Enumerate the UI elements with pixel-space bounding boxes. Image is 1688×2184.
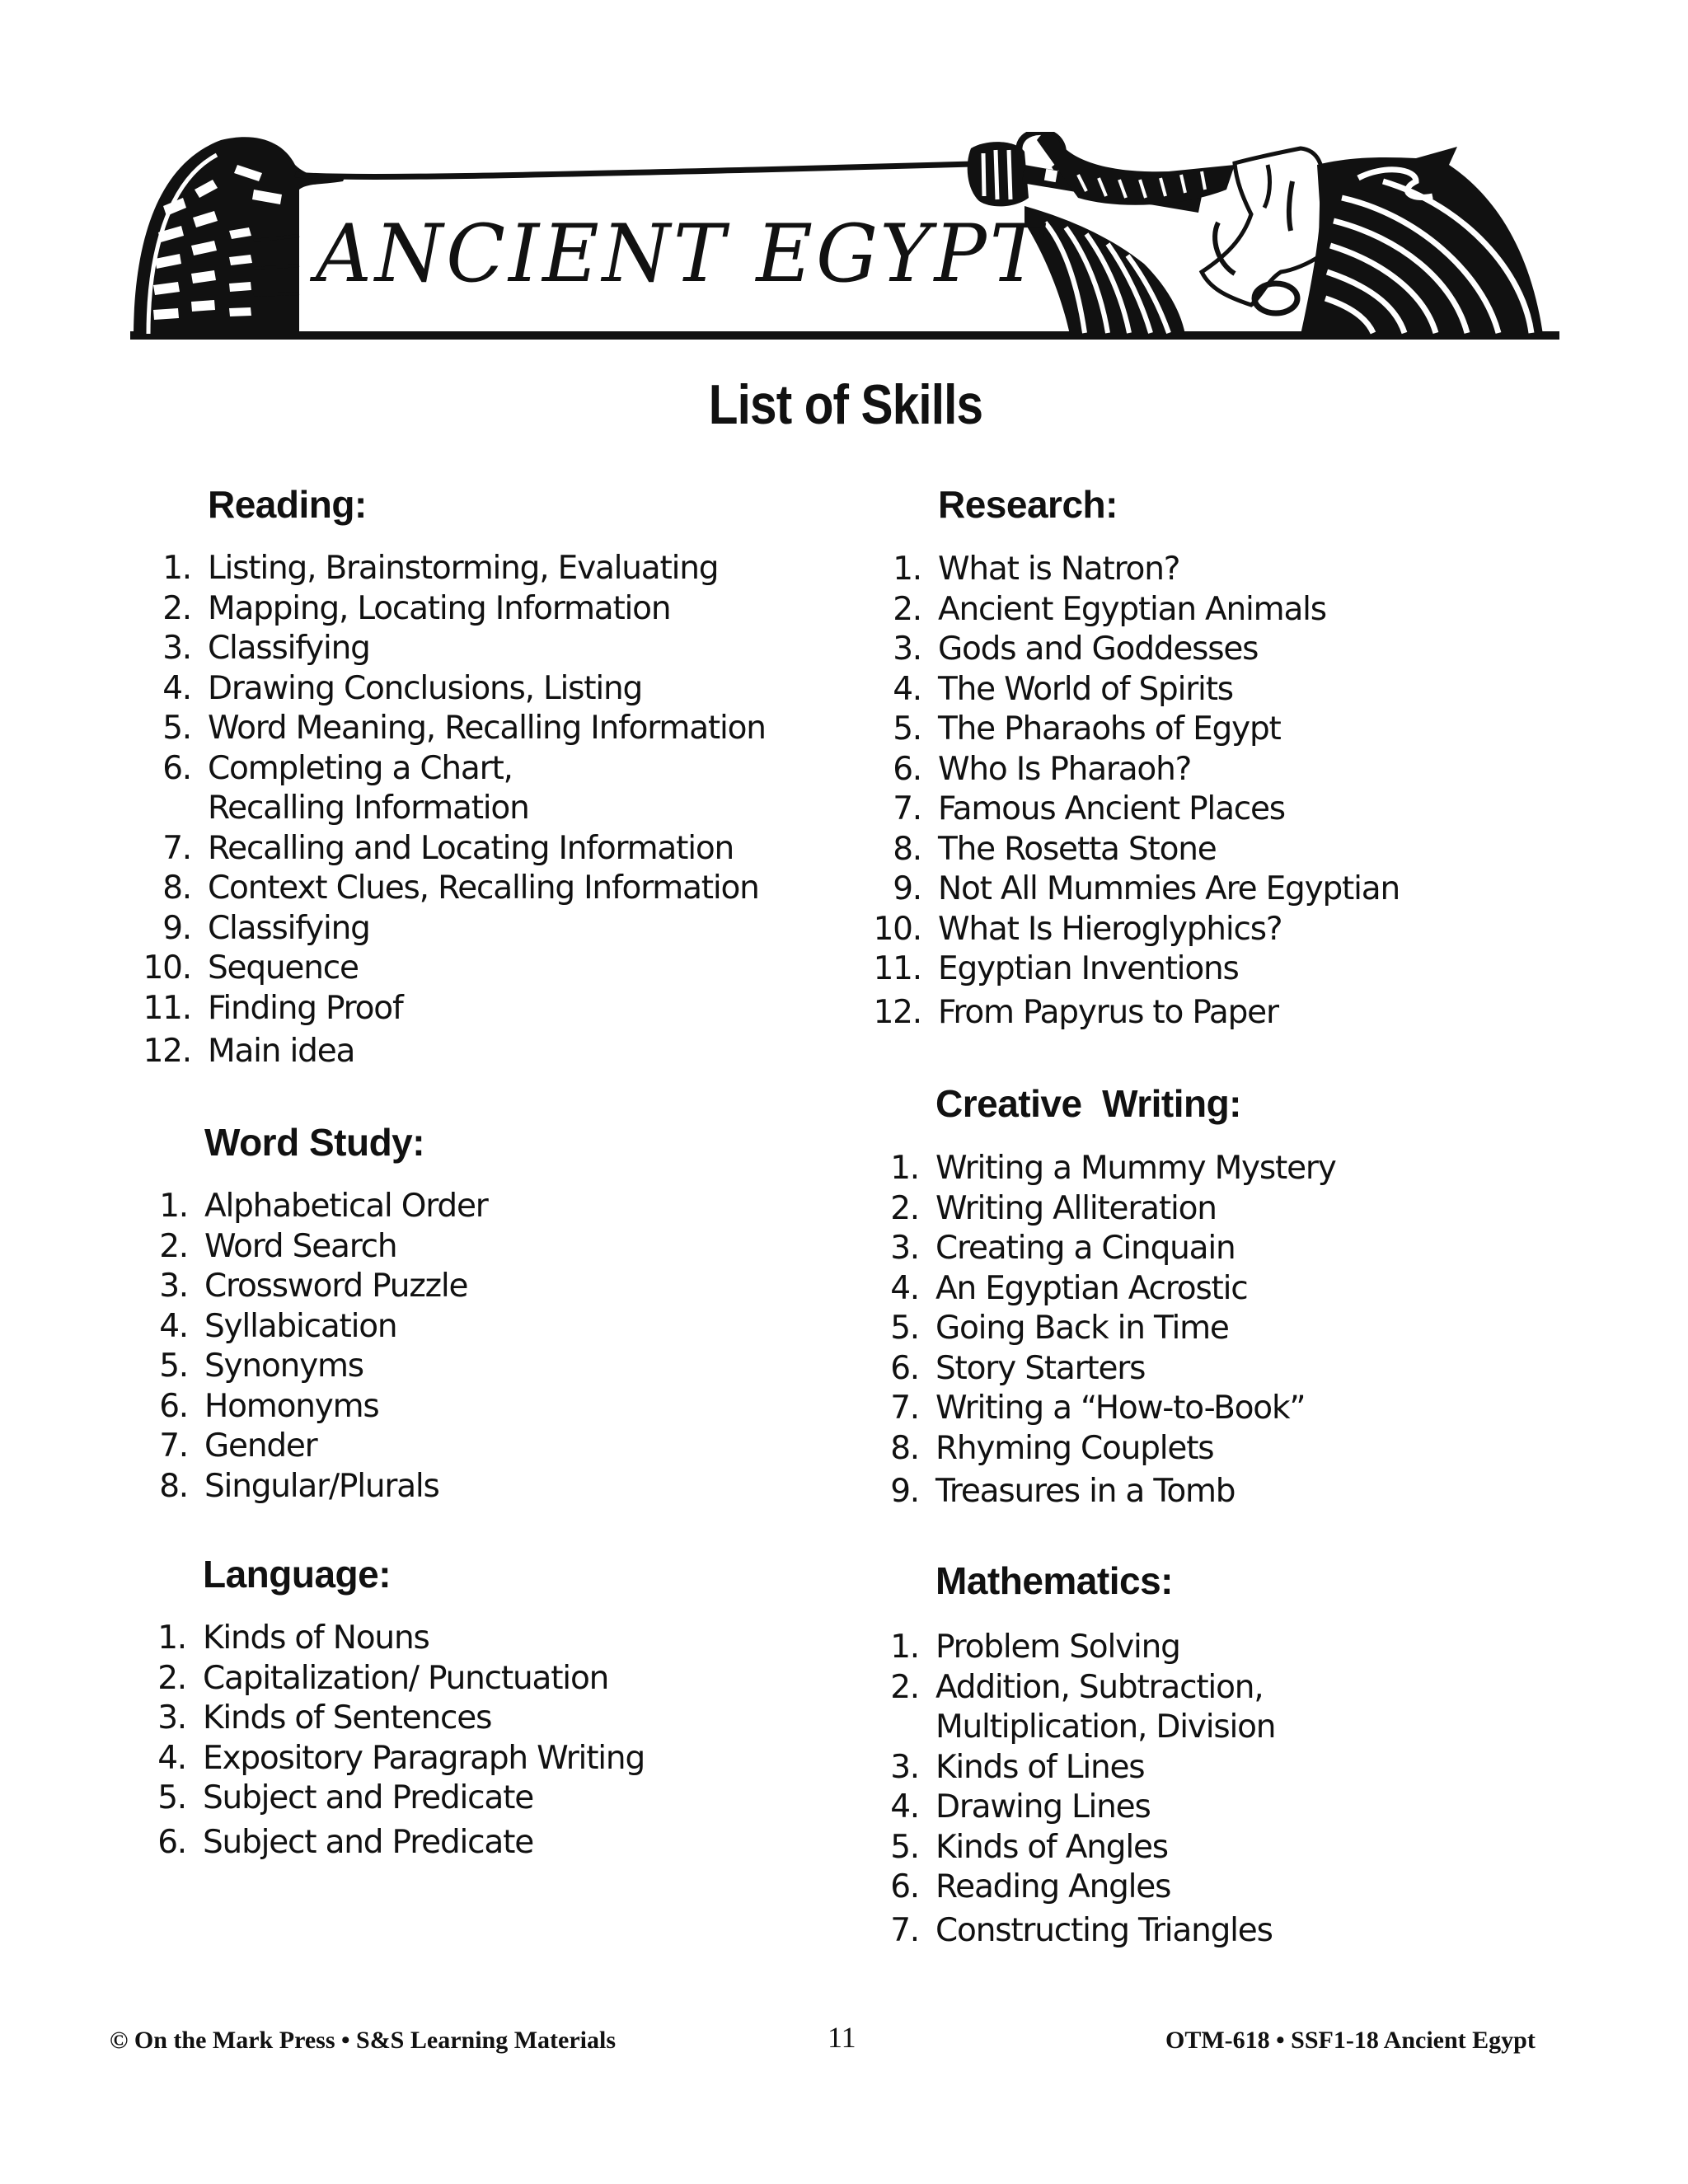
item-number: 4. bbox=[162, 669, 191, 707]
item-number: 1. bbox=[162, 550, 191, 587]
item-number: 2. bbox=[890, 1668, 919, 1706]
item-number: 9. bbox=[893, 870, 921, 907]
item-number: 9. bbox=[890, 1473, 919, 1510]
item-number: 6. bbox=[893, 750, 921, 788]
item-text: Egyptian Inventions bbox=[938, 950, 1239, 987]
item-text: Kinds of Nouns bbox=[203, 1619, 429, 1657]
item-number: 3. bbox=[159, 1268, 188, 1305]
item-text: Gods and Goddesses bbox=[938, 630, 1259, 668]
footer-page-number: 11 bbox=[828, 2021, 856, 2054]
footer-publisher: © On the Mark Press • S&S Learning Materials bbox=[110, 2027, 616, 2054]
item-number: 8. bbox=[162, 869, 191, 907]
item-text: Capitalization/ Punctuation bbox=[203, 1659, 609, 1697]
item-text: Not All Mummies Are Egyptian bbox=[938, 870, 1400, 907]
item-number: 10. bbox=[873, 910, 921, 948]
item-number: 7. bbox=[890, 1911, 919, 1949]
item-text: Synonyms bbox=[204, 1347, 363, 1385]
item-text: Syllabication bbox=[204, 1307, 397, 1345]
item-number: 8. bbox=[893, 830, 921, 868]
pharaoh-figure-icon bbox=[968, 132, 1543, 335]
item-text: Word Meaning, Recalling Information bbox=[208, 710, 766, 747]
item-text: Story Starters bbox=[935, 1349, 1146, 1387]
item-text: Classifying bbox=[208, 630, 370, 667]
item-number: 1. bbox=[890, 1629, 919, 1666]
item-number: 9. bbox=[162, 909, 191, 947]
scroll-top-edge-line bbox=[295, 163, 1004, 176]
item-text: Finding Proof bbox=[208, 989, 403, 1027]
section-heading-word-study: Word Study: bbox=[204, 1121, 425, 1164]
item-number: 3. bbox=[890, 1230, 919, 1267]
item-text: Context Clues, Recalling Information bbox=[208, 869, 759, 907]
item-text: Problem Solving bbox=[935, 1629, 1180, 1666]
item-text: From Papyrus to Paper bbox=[938, 993, 1278, 1031]
item-number: 2. bbox=[162, 589, 191, 627]
item-text: Sequence bbox=[208, 949, 359, 987]
item-number: 8. bbox=[159, 1467, 188, 1505]
section-heading-reading: Reading: bbox=[208, 483, 367, 526]
item-text: Reading Angles bbox=[935, 1868, 1171, 1905]
item-text: Subject and Predicate bbox=[203, 1823, 533, 1861]
item-number: 4. bbox=[890, 1269, 919, 1307]
item-number: 6. bbox=[157, 1823, 186, 1861]
item-number: 4. bbox=[159, 1307, 188, 1345]
item-text: Crossword Puzzle bbox=[204, 1268, 468, 1305]
item-number: 12. bbox=[873, 993, 921, 1031]
item-text: Kinds of Lines bbox=[935, 1748, 1145, 1786]
item-number: 1. bbox=[157, 1619, 186, 1657]
item-text: Constructing Triangles bbox=[935, 1911, 1273, 1949]
item-number: 7. bbox=[159, 1427, 188, 1465]
item-number: 11. bbox=[143, 989, 191, 1027]
item-number: 6. bbox=[890, 1349, 919, 1387]
banner-title: ANCIENT EGYPT bbox=[316, 208, 1045, 300]
item-number: 5. bbox=[890, 1828, 919, 1866]
item-number: 7. bbox=[162, 829, 191, 867]
item-number: 8. bbox=[890, 1429, 919, 1467]
item-number: 11. bbox=[873, 950, 921, 987]
item-number: 4. bbox=[893, 670, 921, 708]
item-number: 1. bbox=[890, 1150, 919, 1187]
item-number: 12. bbox=[143, 1033, 191, 1070]
item-number: 6. bbox=[890, 1868, 919, 1905]
item-text: Rhyming Couplets bbox=[935, 1429, 1214, 1467]
item-number: 5. bbox=[159, 1347, 188, 1385]
item-number: 2. bbox=[159, 1227, 188, 1265]
item-number: 5. bbox=[162, 710, 191, 747]
item-text: An Egyptian Acrostic bbox=[935, 1269, 1248, 1307]
item-text: Writing Alliteration bbox=[935, 1189, 1217, 1227]
item-text: Recalling Information bbox=[208, 790, 529, 827]
item-text: Addition, Subtraction, bbox=[935, 1668, 1264, 1706]
item-number: 5. bbox=[893, 710, 921, 748]
footer-product-code: OTM-618 • SSF1-18 Ancient Egypt bbox=[1165, 2027, 1536, 2054]
item-number: 7. bbox=[890, 1390, 919, 1427]
item-text: Ancient Egyptian Animals bbox=[938, 590, 1326, 628]
item-text: Drawing Conclusions, Listing bbox=[208, 669, 643, 707]
item-number: 2. bbox=[893, 590, 921, 628]
page-title-text: List of Skills bbox=[708, 373, 982, 436]
item-number: 10. bbox=[143, 949, 191, 987]
item-number: 2. bbox=[157, 1659, 186, 1697]
item-text: Mapping, Locating Information bbox=[208, 589, 671, 627]
item-text: Drawing Lines bbox=[935, 1788, 1151, 1825]
item-text: Multiplication, Division bbox=[935, 1708, 1276, 1746]
item-text: Main idea bbox=[208, 1033, 355, 1070]
section-heading-mathematics: Mathematics: bbox=[935, 1559, 1173, 1602]
item-text: Famous Ancient Places bbox=[938, 790, 1285, 827]
item-text: Gender bbox=[204, 1427, 317, 1465]
item-text: The Rosetta Stone bbox=[938, 830, 1217, 868]
item-text: Writing a Mummy Mystery bbox=[935, 1150, 1336, 1187]
item-number: 5. bbox=[890, 1310, 919, 1347]
item-number: 3. bbox=[157, 1699, 186, 1736]
item-number: 4. bbox=[890, 1788, 919, 1825]
page-title bbox=[0, 373, 1688, 437]
item-number: 3. bbox=[893, 630, 921, 668]
item-number: 4. bbox=[157, 1739, 186, 1777]
item-text: The Pharaohs of Egypt bbox=[938, 710, 1281, 748]
item-number: 1. bbox=[893, 551, 921, 588]
item-number: 3. bbox=[162, 630, 191, 667]
item-text: Expository Paragraph Writing bbox=[203, 1739, 645, 1777]
item-number: 6. bbox=[159, 1387, 188, 1425]
item-text: Word Search bbox=[204, 1227, 397, 1265]
item-text: Singular/Plurals bbox=[204, 1467, 439, 1505]
item-number: 7. bbox=[893, 790, 921, 827]
item-text: Alphabetical Order bbox=[204, 1188, 488, 1225]
item-text: Kinds of Angles bbox=[935, 1828, 1168, 1866]
item-text: Subject and Predicate bbox=[203, 1779, 533, 1816]
section-heading-creative-writing: Creative Writing: bbox=[935, 1082, 1241, 1125]
ancient-egypt-banner bbox=[130, 132, 1564, 343]
scroll-roll-left-icon bbox=[134, 137, 345, 338]
item-text: Classifying bbox=[208, 909, 370, 947]
item-number: 2. bbox=[890, 1189, 919, 1227]
item-text: Who Is Pharaoh? bbox=[938, 750, 1192, 788]
item-text: Treasures in a Tomb bbox=[935, 1473, 1236, 1510]
item-text: What is Natron? bbox=[938, 551, 1180, 588]
item-text: Going Back in Time bbox=[935, 1310, 1229, 1347]
item-text: The World of Spirits bbox=[938, 670, 1233, 708]
item-text: Listing, Brainstorming, Evaluating bbox=[208, 550, 719, 587]
section-heading-research: Research: bbox=[938, 483, 1118, 526]
item-text: Writing a “How-to-Book” bbox=[935, 1390, 1306, 1427]
item-text: What Is Hieroglyphics? bbox=[938, 910, 1282, 948]
item-number: 6. bbox=[162, 749, 191, 787]
item-text: Completing a Chart, bbox=[208, 749, 513, 787]
item-number: 3. bbox=[890, 1748, 919, 1786]
item-text: Kinds of Sentences bbox=[203, 1699, 492, 1736]
section-heading-language: Language: bbox=[203, 1553, 392, 1596]
item-text: Creating a Cinquain bbox=[935, 1230, 1236, 1267]
item-number: 1. bbox=[159, 1188, 188, 1225]
item-number: 5. bbox=[157, 1779, 186, 1816]
item-text: Homonyms bbox=[204, 1387, 379, 1425]
item-text: Recalling and Locating Information bbox=[208, 829, 734, 867]
